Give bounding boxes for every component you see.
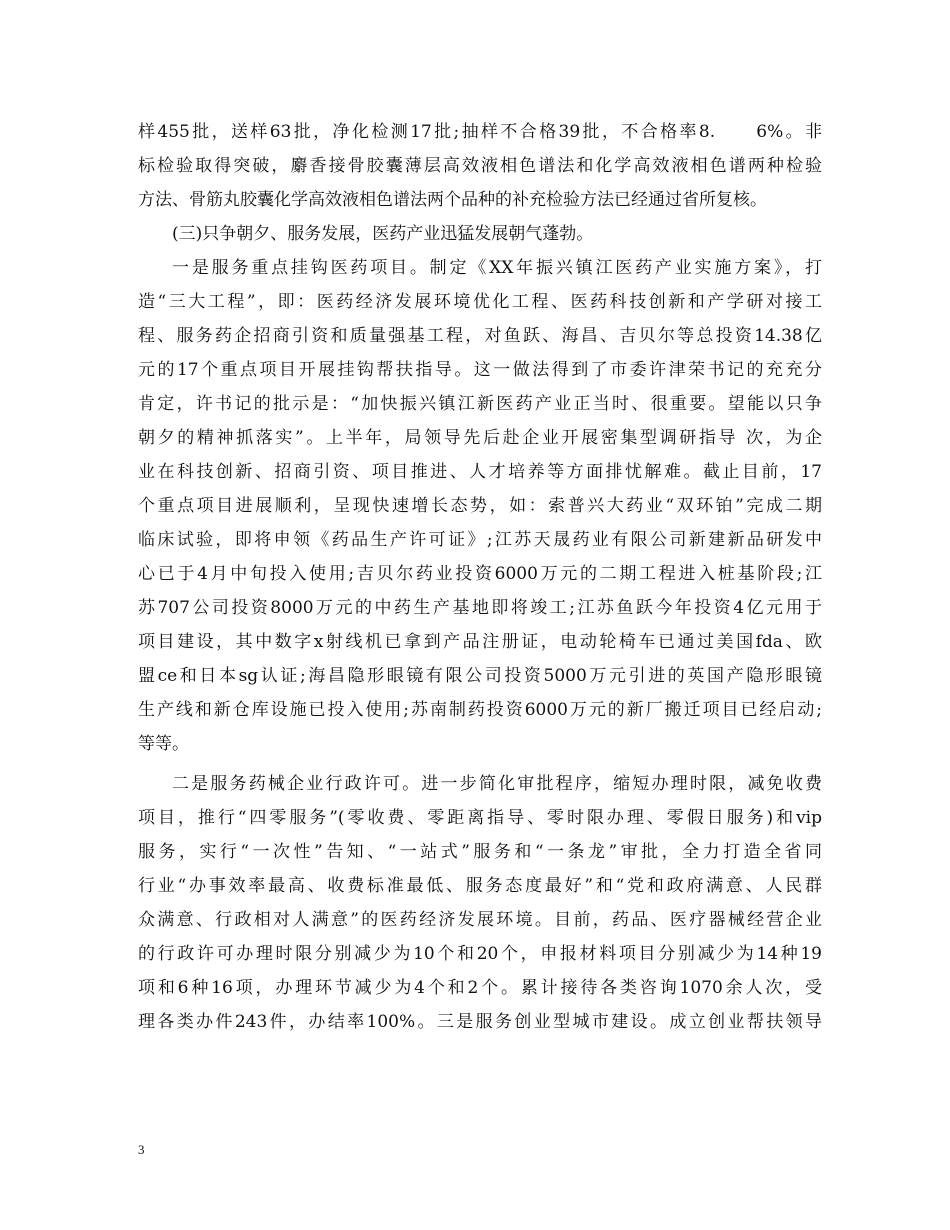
text-line: 业在科技创新、招商引资、项目推进、人才培养等方面排忧解难。截止目前，17 bbox=[138, 462, 822, 482]
text-line: 一是服务重点挂钩医药项目。制定《XX年振兴镇江医药产业实施方案》，打 bbox=[172, 258, 822, 278]
text-line: 生产线和新仓库设施已投入使用;苏南制药投资6000万元的新厂搬迁项目已经启动; bbox=[138, 700, 822, 720]
text-line: 方法、骨筋丸胶囊化学高效液相色谱法两个品种的补充检验方法已经通过省所复核。 bbox=[138, 190, 767, 210]
text-line: 二是服务药械企业行政许可。进一步简化审批程序，缩短办理时限，减免收费 bbox=[172, 774, 822, 794]
text-line: 理各类办件243件，办结率100%。三是服务创业型城市建设。成立创业帮扶领导 bbox=[138, 1012, 822, 1032]
document-body bbox=[138, 115, 822, 1039]
text-line: 个重点项目进展顺利，呈现快速增长态势，如：索普兴大药业“双环铂”完成二期 bbox=[138, 496, 822, 516]
text-line: 样455批，送样63批，净化检测17批;抽样不合格39批，不合格率8. 6%。非 bbox=[138, 122, 822, 142]
text-line: 行业“办事效率最高、收费标准最低、服务态度最好”和“党和政府满意、人民群 bbox=[138, 876, 822, 896]
text-line: 项目，推行“四零服务”(零收费、零距离指导、零时限办理、零假日服务)和vip bbox=[138, 808, 822, 828]
text-line: 盟ce和日本sg认证;海昌隐形眼镜有限公司投资5000万元引进的英国产隐形眼镜 bbox=[138, 666, 822, 686]
text-line: 朝夕的精神抓落实”。上半年，局领导先后赴企业开展密集型调研指导 次，为企 bbox=[138, 428, 822, 448]
text-line: 心已于4月中旬投入使用;吉贝尔药业投资6000万元的二期工程进入桩基阶段;江 bbox=[138, 564, 822, 584]
text-line: 的行政许可办理时限分别减少为10个和20个，申报材料项目分别减少为14种19 bbox=[138, 944, 822, 964]
section-heading: (三)只争朝夕、服务发展，医药产业迅猛发展朝气蓬勃。 bbox=[172, 224, 594, 244]
page-number: 3 bbox=[138, 1142, 145, 1157]
text-line: 临床试验，即将申领《药品生产许可证》;江苏天晟药业有限公司新建新品研发中 bbox=[138, 530, 822, 550]
text-line: 苏707公司投资8000万元的中药生产基地即将竣工;江苏鱼跃今年投资4亿元用于 bbox=[138, 598, 822, 618]
text-line: 元的17个重点项目开展挂钩帮扶指导。这一做法得到了市委许津荣书记的充充分 bbox=[138, 360, 822, 380]
text-line: 众满意、行政相对人满意”的医药经济发展环境。目前，药品、医疗器械经营企业 bbox=[138, 910, 822, 930]
text-line: 等等。 bbox=[138, 734, 189, 754]
text-line: 标检验取得突破，麝香接骨胶囊薄层高效液相色谱法和化学高效液相色谱两种检验 bbox=[138, 156, 822, 176]
text-line: 程、服务药企招商引资和质量强基工程，对鱼跃、海昌、吉贝尔等总投资14.38亿 bbox=[138, 326, 822, 346]
text-line: 造“三大工程”，即：医药经济发展环境优化工程、医药科技创新和产学研对接工 bbox=[138, 292, 822, 312]
text-line: 服务，实行“一次性”告知、“一站式”服务和“一条龙”审批，全力打造全省同 bbox=[138, 842, 822, 862]
text-line: 项和6种16项，办理环节减少为4个和2个。累计接待各类咨询1070余人次，受 bbox=[138, 978, 822, 998]
text-line: 肯定，许书记的批示是：“加快振兴镇江新医药产业正当时、很重要。望能以只争 bbox=[138, 394, 822, 414]
text-line: 项目建设，其中数字x射线机已拿到产品注册证，电动轮椅车已通过美国fda、欧 bbox=[138, 632, 822, 652]
